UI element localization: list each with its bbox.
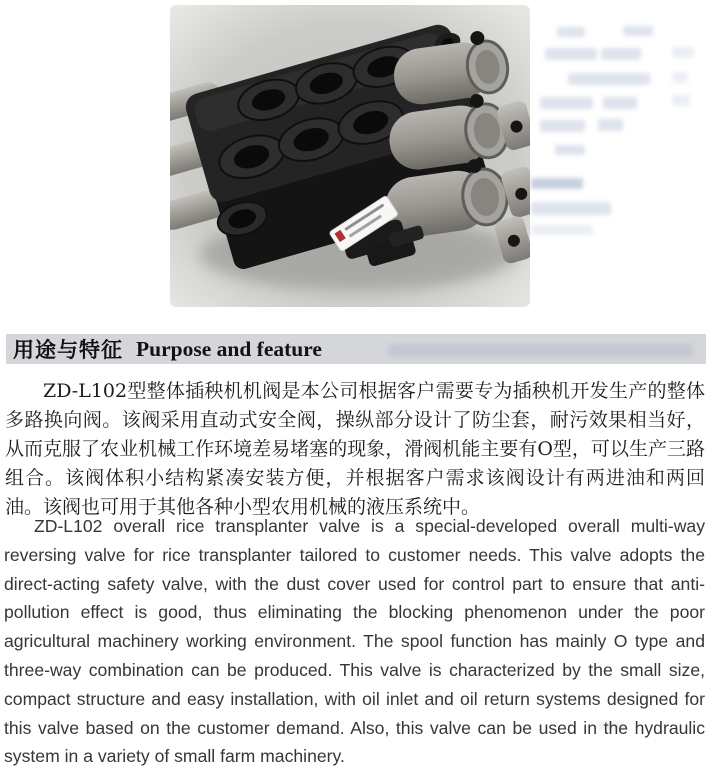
bleedthrough-smudge xyxy=(568,73,650,85)
bleedthrough-smudge xyxy=(672,95,690,106)
section-header xyxy=(6,334,706,364)
bleedthrough-smudge xyxy=(557,27,585,37)
bleedthrough-smudge xyxy=(545,48,597,60)
bleedthrough-smudge xyxy=(540,120,585,132)
bleedthrough-smudge xyxy=(601,48,641,60)
banner-bleedthrough-smudge xyxy=(388,344,693,357)
section-title-zh: 用途与特征 xyxy=(13,338,123,362)
bleedthrough-smudge xyxy=(531,225,593,235)
valve-photo-illustration xyxy=(168,2,533,310)
bleedthrough-smudge xyxy=(555,145,585,155)
bleedthrough-smudge xyxy=(540,97,593,109)
description-paragraph-chinese: ZD-L102型整体插秧机机阀是本公司根据客户需要专为插秧机开发生产的整体多路换向阀。该阀采用直动式安全阀，操纵部分设计了防尘套，耐污效果相当好，从而克服了农业机械工作环境差易堵塞的现象，滑阀机能主要有O型，可以生产三路组合。该阀体积小结构紧凑安装方便，并根据客户需求该阀设计有两进油和两回油。该阀也可用于其他各种小型农用机械的液压系统中。 xyxy=(5,380,705,518)
product-photo xyxy=(168,2,533,310)
description-paragraph-english: ZD-L102 overall rice transplanter valve is a special-developed overall multi-way reversing valve for rice transplanter tailored to customer needs. This valve adopts the direct-acting safety valve, with the dust cover used for control part to ensure that anti-pollution effect is good, thus eliminating the blocking phenomenon under the poor agricultural machinery working environment. The spool function has mainly O type and three-way combination can be produced. This valve is characterized by the small size, compact structure and easy installation, with oil inlet and oil return systems designed for this valve based on the customer demand. Also, this valve can be used in the hydraulic system in a variety of small farm machinery. xyxy=(4,516,705,767)
bleedthrough-smudge xyxy=(672,47,694,58)
bleedthrough-smudge xyxy=(623,26,653,36)
bleedthrough-smudge xyxy=(598,119,623,131)
bleedthrough-smudge xyxy=(531,202,611,215)
bleedthrough-smudge xyxy=(603,97,637,109)
bleedthrough-smudge xyxy=(672,72,688,83)
bleedthrough-smudge xyxy=(531,178,583,189)
section-title-en: Purpose and feature xyxy=(136,336,322,361)
